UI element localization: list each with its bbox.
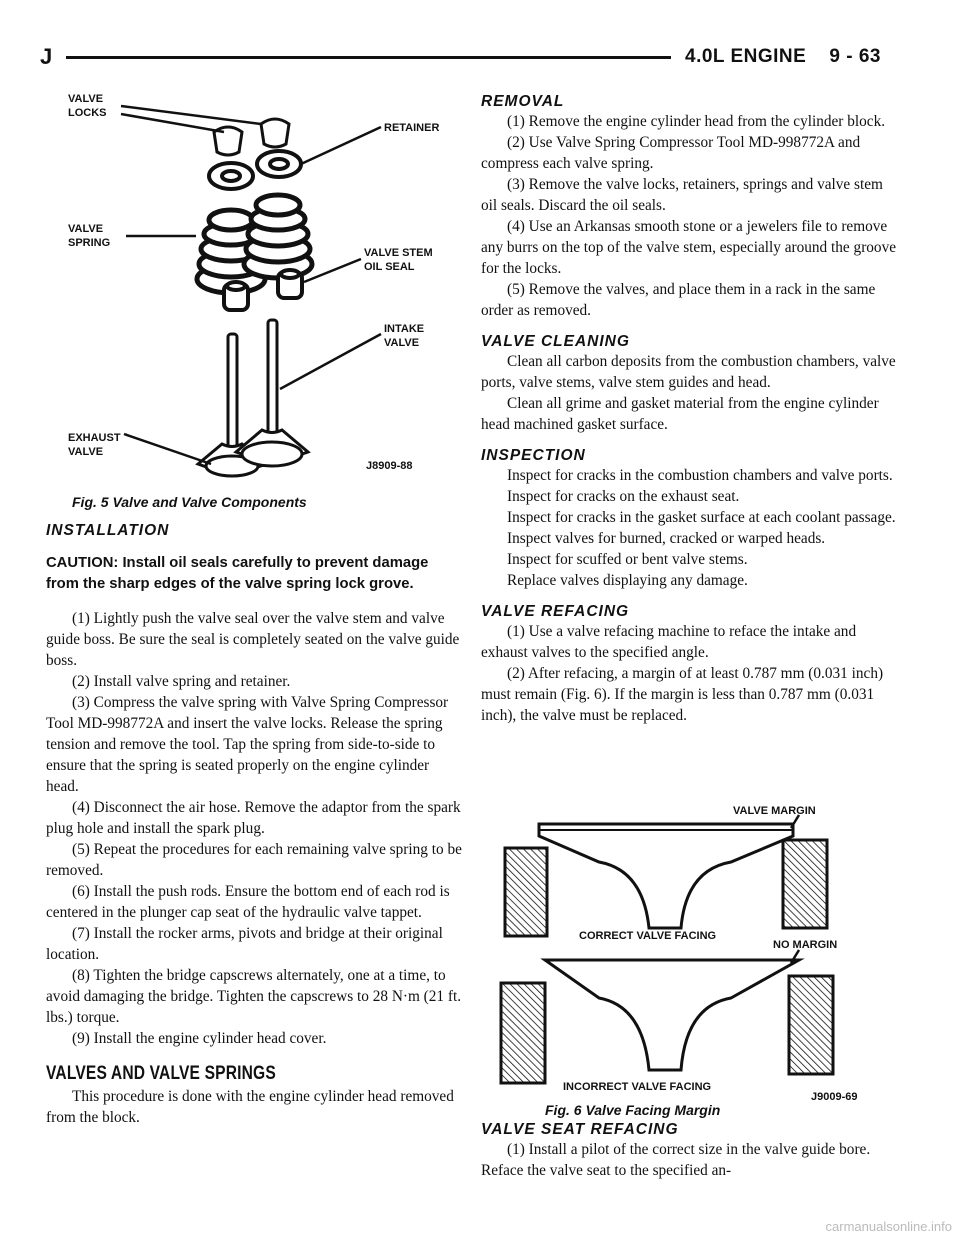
figure-code: J8909-88 bbox=[366, 460, 413, 472]
list-item: Clean all carbon deposits from the combustion chambers, valve ports, valve stems, valve stem guides and head. bbox=[481, 353, 896, 391]
installation-section bbox=[46, 522, 464, 1128]
label-exhaust-valve: EXHAUST bbox=[68, 432, 121, 444]
list-item: Replace valves displaying any damage. bbox=[507, 572, 748, 589]
list-item: (8) Tighten the bridge capscrews alternately, one at a time, to avoid damaging the bridge. Tighten the capscrews to 28 N·m (21 ft. lbs.) torque. bbox=[46, 967, 462, 1026]
label-exhaust-valve-2: VALVE bbox=[68, 446, 104, 458]
list-item: Clean all grime and gasket material from the engine cylinder head machined gasket surface. bbox=[481, 395, 879, 433]
list-item: (5) Repeat the procedures for each remaining valve spring to be removed. bbox=[46, 841, 462, 879]
list-item: (1) Lightly push the valve seal over the valve stem and valve guide boss. Be sure the seal is completely seated on the valve guide boss. bbox=[46, 610, 460, 669]
label-incorrect-valve-facing: INCORRECT VALVE FACING bbox=[563, 1081, 712, 1093]
label-retainer: RETAINER bbox=[384, 122, 440, 134]
valves-section-text: This procedure is done with the engine cylinder head removed from the block. bbox=[46, 1088, 454, 1126]
right-column bbox=[481, 93, 899, 726]
list-item: (4) Disconnect the air hose. Remove the adaptor from the spark plug hole and install the spark plug. bbox=[46, 799, 461, 837]
list-item: Inspect for cracks on the exhaust seat. bbox=[507, 488, 740, 505]
installation-steps bbox=[46, 608, 464, 1049]
inspection-heading: INSPECTION bbox=[481, 447, 586, 464]
label-correct-valve-facing: CORRECT VALVE FACING bbox=[579, 930, 717, 942]
list-item: (6) Install the push rods. Ensure the bottom end of each rod is centered in the plunger cap seat of the hydraulic valve tappet. bbox=[46, 883, 450, 921]
list-item: (1) Use a valve refacing machine to reface the intake and exhaust valves to the specified angle. bbox=[481, 623, 857, 661]
figure-6 bbox=[481, 800, 899, 1125]
label-valve-locks-2: LOCKS bbox=[68, 107, 107, 119]
figure-code: J9009-69 bbox=[811, 1091, 858, 1103]
list-item: (3) Compress the valve spring with Valve Spring Compressor Tool MD-998772A and insert the valve locks. Release the spring tension and remove the tool. Tap the spring from side-to-side to ensure that the spring is seated properly on the engine cylinder head. bbox=[46, 694, 449, 795]
incorrect-valve-facing-icon bbox=[501, 960, 833, 1083]
label-valve-spring: VALVE bbox=[68, 223, 104, 235]
label-valve-locks: VALVE bbox=[68, 93, 104, 105]
removal-heading: REMOVAL bbox=[481, 93, 565, 110]
list-item: (5) Remove the valves, and place them in a rack in the same order as removed. bbox=[481, 281, 876, 319]
header-letter: J bbox=[40, 44, 53, 69]
valve-components-illustration bbox=[46, 84, 464, 489]
header-rule bbox=[66, 56, 671, 59]
caution-note: CAUTION: Install oil seals carefully to prevent damage from the sharp edges of the valve spring lock grove. bbox=[46, 555, 429, 592]
list-item: (1) Install a pilot of the correct size in the valve guide bore. Reface the valve seat to the specified an- bbox=[481, 1141, 871, 1179]
label-valve-stem-oil-seal-2: OIL SEAL bbox=[364, 261, 415, 273]
list-item: Inspect for cracks in the gasket surface at each coolant passage. bbox=[507, 509, 896, 526]
label-valve-margin: VALVE MARGIN bbox=[733, 805, 816, 817]
list-item: (4) Use an Arkansas smooth stone or a jewelers file to remove any burrs on the top of the valve stem, especially around the groove for the locks. bbox=[481, 218, 897, 277]
list-item: (3) Remove the valve locks, retainers, springs and valve stem oil seals. Discard the oil seals. bbox=[481, 176, 883, 214]
list-item: Inspect for cracks in the combustion chambers and valve ports. bbox=[507, 467, 893, 484]
figure-5-caption: Fig. 5 Valve and Valve Components bbox=[72, 494, 307, 510]
removal-steps bbox=[481, 111, 899, 321]
footer-watermark: carmanualsonline.info bbox=[825, 1219, 952, 1234]
valve-seat-refacing-heading: VALVE SEAT REFACING bbox=[481, 1121, 679, 1138]
figure-6-caption: Fig. 6 Valve Facing Margin bbox=[545, 1102, 721, 1118]
list-item: (2) Install valve spring and retainer. bbox=[72, 673, 291, 690]
list-item: Inspect for scuffed or bent valve stems. bbox=[507, 551, 748, 568]
list-item: (7) Install the rocker arms, pivots and bridge at their original location. bbox=[46, 925, 443, 963]
header-page-title: 4.0L ENGINE 9 - 63 bbox=[685, 46, 882, 67]
valve-refacing-heading: VALVE REFACING bbox=[481, 603, 630, 620]
valve-facing-margin-illustration bbox=[481, 800, 899, 1105]
correct-valve-facing-icon bbox=[505, 824, 827, 936]
label-valve-spring-2: SPRING bbox=[68, 237, 111, 249]
valve-seat-refacing-section bbox=[481, 1121, 899, 1181]
label-intake-valve-2: VALVE bbox=[384, 337, 420, 349]
valves-section-heading: VALVES AND VALVE SPRINGS bbox=[46, 1063, 276, 1084]
retainer-icon bbox=[209, 151, 301, 189]
list-item: (9) Install the engine cylinder head cover. bbox=[72, 1030, 327, 1047]
list-item: Inspect valves for burned, cracked or warped heads. bbox=[507, 530, 826, 547]
valve-cleaning-heading: VALVE CLEANING bbox=[481, 333, 630, 350]
label-valve-stem-oil-seal: VALVE STEM bbox=[364, 247, 433, 259]
label-no-margin: NO MARGIN bbox=[773, 939, 838, 951]
intake-valve-icon bbox=[236, 320, 308, 466]
label-intake-valve: INTAKE bbox=[384, 323, 425, 335]
list-item: (2) Use Valve Spring Compressor Tool MD-998772A and compress each valve spring. bbox=[481, 134, 861, 172]
list-item: (1) Remove the engine cylinder head from the cylinder block. bbox=[507, 113, 886, 130]
installation-heading: INSTALLATION bbox=[46, 522, 170, 539]
list-item: (2) After refacing, a margin of at least 0.787 mm (0.031 inch) must remain (Fig. 6). If the margin is less than 0.787 mm (0.031 inch), the valve must be replaced. bbox=[481, 665, 884, 724]
figure-5 bbox=[46, 84, 464, 510]
